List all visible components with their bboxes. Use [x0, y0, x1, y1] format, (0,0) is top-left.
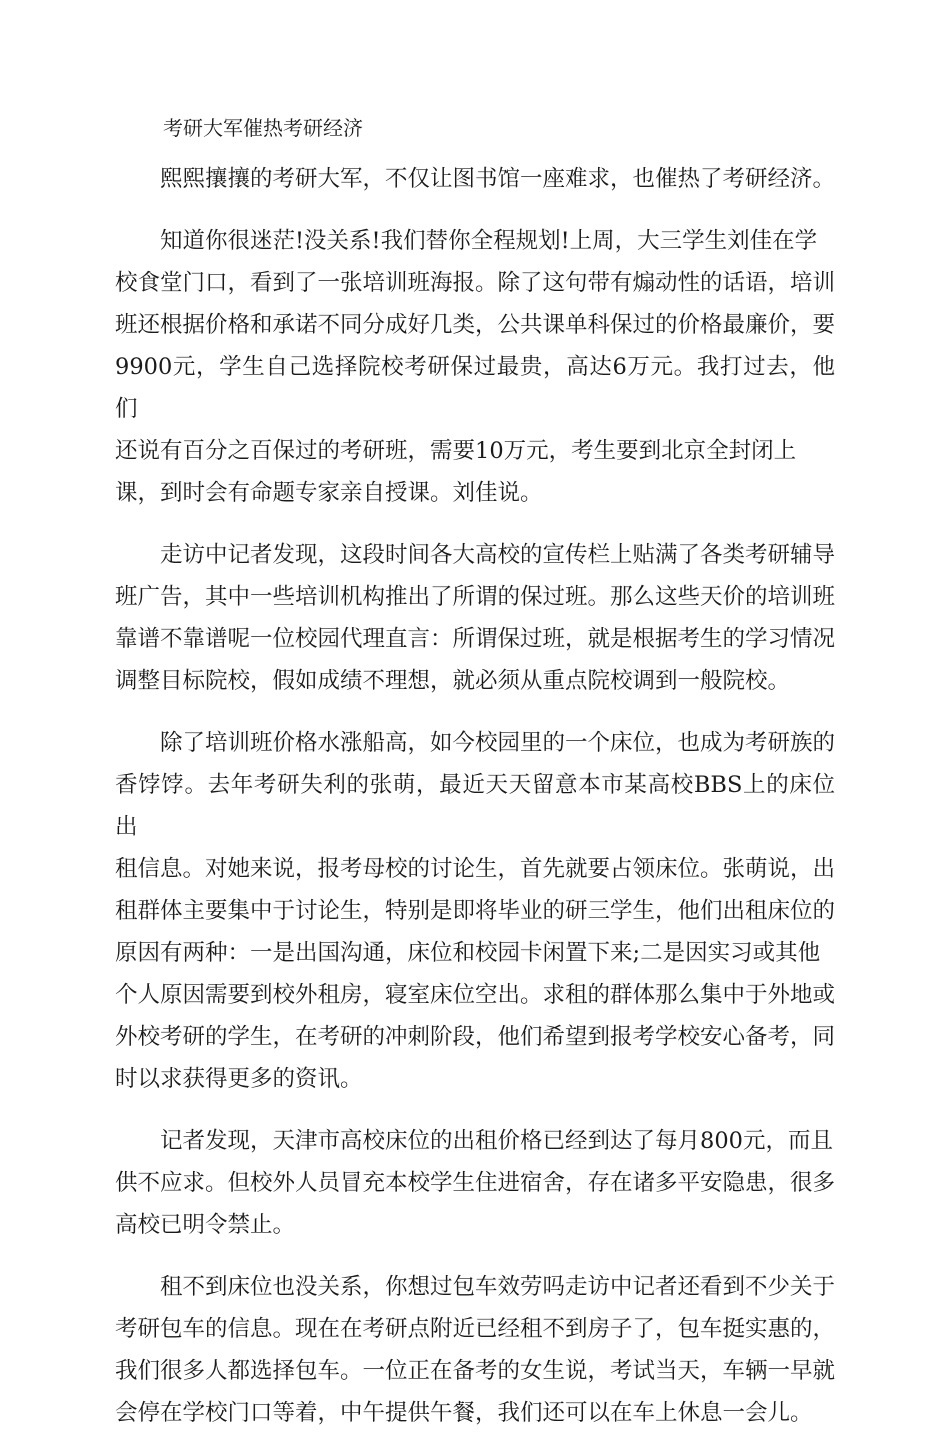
document-page — [115, 108, 835, 1454]
document-title: 考研大军催热考研经济 — [163, 116, 363, 140]
paragraph-1: 熙熙攘攘的考研大军，不仅让图书馆一座难求，也催热了考研经济。 — [160, 166, 836, 192]
paragraph-6: 租不到床位也没关系，你想过包车效劳吗走访中记者还看到不少关于 考研包车的信息。现在在考研点附近已经租不到房子了，包车挺实惠的， 我们很多人都选择包车。一位正在备考的女生说，考试当天，车辆一早就 会停在学校门口等着，中午提供午餐，我们还可以在车上休息一会儿。 — [115, 1274, 836, 1426]
paragraph-2: 知道你很迷茫!没关系!我们替你全程规划!上周，大三学生刘佳在学 校食堂门口，看到了一张培训班海报。除了这句带有煽动性的话语，培训 班还根据价格和承诺不同分成好几类，公共课单科保过的价格最廉价，要 9900元，学生自己选择院校考研保过最贵，高达6万元。我打过去，他们 还说有百分之百保过的考研班，需要10万元，考生要到北京全封闭上 课，到时会有命题专家亲自授课。刘佳说。 — [115, 228, 836, 506]
paragraph-3: 走访中记者发现，这段时间各大高校的宣传栏上贴满了各类考研辅导 班广告，其中一些培训机构推出了所谓的保过班。那么这些天价的培训班 靠谱不靠谱呢一位校园代理直言：所谓保过班，就是根据考生的学习情况 调整目标院校，假如成绩不理想，就必须从重点院校调到一般院校。 — [115, 542, 836, 694]
paragraph-4: 除了培训班价格水涨船高，如今校园里的一个床位，也成为考研族的 香饽饽。去年考研失利的张萌，最近天天留意本市某高校BBS上的床位出 租信息。对她来说，报考母校的讨论生，首先就要占领床位。张萌说，出 租群体主要集中于讨论生，特别是即将毕业的研三学生，他们出租床位的 原因有两种：一是出国沟通，床位和校园卡闲置下来;二是因实习或其他 个人原因需要到校外租房，寝室床位空出。求租的群体那么集中于外地或 外校考研的学生，在考研的冲刺阶段，他们希望到报考学校安心备考，同 时以求获得更多的资讯。 — [115, 730, 836, 1092]
paragraph-5: 记者发现，天津市高校床位的出租价格已经到达了每月800元，而且 供不应求。但校外人员冒充本校学生住进宿舍，存在诸多平安隐患，很多 高校已明令禁止。 — [115, 1128, 836, 1238]
